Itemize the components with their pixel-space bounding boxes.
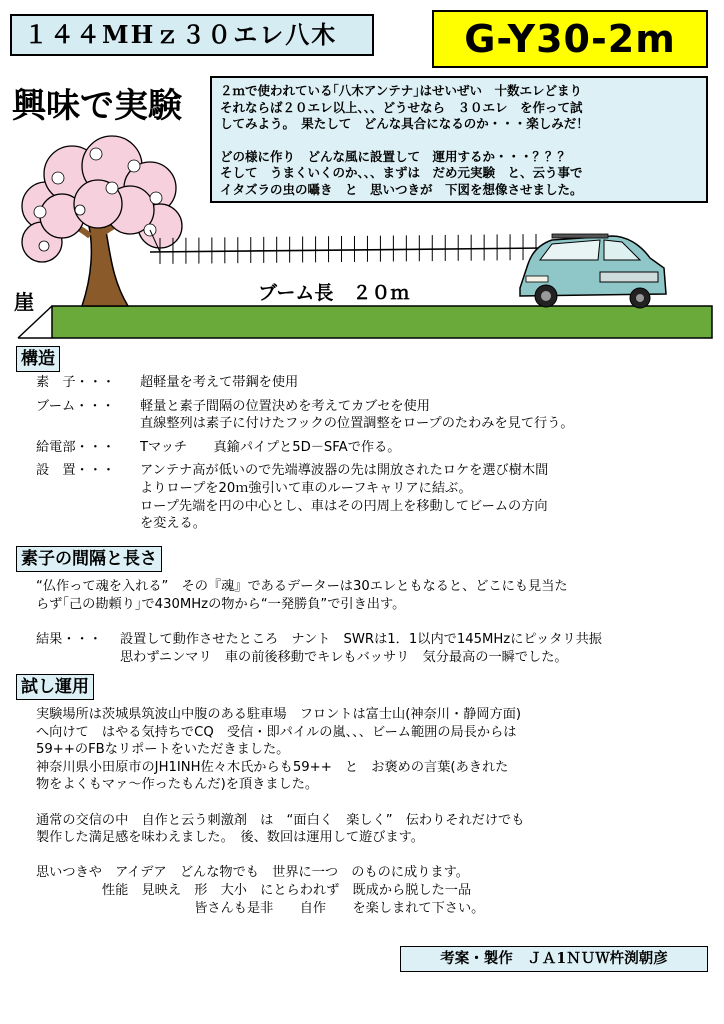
trial-line: 神奈川県小田原市のJH1INH佐々木氏からも59++ と お褒めの言葉(あきれた xyxy=(36,759,509,775)
trial-line: 実験場所は茨城県筑波山中腹のある駐車場 フロントは富士山(神奈川・静岡方面) xyxy=(36,707,522,722)
structure-term: 給電部・・・ xyxy=(36,439,116,455)
structure-term: ブーム・・・ xyxy=(36,398,115,414)
cliff-label: 崖 xyxy=(14,290,34,314)
intro-line: そして うまくいくのか、、、まずは だめ元実験 と、云う事で xyxy=(220,165,583,180)
structure-item xyxy=(36,374,574,392)
trial-line: 製作した満足感を味わえました。 後、数回は運用して遊びます。 xyxy=(36,830,424,846)
structure-line: 軽量と素子間隔の位置決めを考えてカブセを使用 xyxy=(140,398,430,414)
antenna-illustration xyxy=(0,126,724,340)
spacing-line: “仏作って魂を入れる” その『魂』であるデーターは30エレともなると、どこにも見当た xyxy=(36,579,568,594)
intro-line: してみよう。 果たして どんな具合になるのか・・・楽しみだ！ xyxy=(220,116,589,131)
structure-line: 超軽量を考えて帯鋼を使用 xyxy=(140,375,299,390)
trial-text xyxy=(36,706,524,917)
intro-line: イタズラの虫の囁き と 思いつきが 下図を想像させました。 xyxy=(220,181,583,197)
spacing-heading: 素子の間隔と長さ xyxy=(16,546,162,572)
result-line: 設置して動作させたところ ナント SWRは1．1以内で145MHzにピッタリ共振 xyxy=(120,632,602,648)
trial-line: 皆さんも是非 自作 を楽しまれて下さい。 xyxy=(36,900,485,916)
result-line: 思わずニンマリ 車の前後移動でキレもバッサリ 気分最高の一瞬でした。 xyxy=(120,649,568,665)
intro-line: ２ｍで使われている｢八木アンテナ｣はせいぜい 十数エレどまり xyxy=(220,83,583,98)
car xyxy=(520,234,666,308)
model-name-badge: G-Y30-2m xyxy=(432,10,708,68)
structure-item xyxy=(36,439,574,457)
structure-item xyxy=(36,462,574,532)
trial-heading: 試し運用 xyxy=(16,674,94,700)
structure-line: Tマッチ 真鍮パイプと5D－SFAで作る。 xyxy=(140,439,401,455)
structure-line: を変える。 xyxy=(140,516,206,532)
trial-line: 物をよくもマァ～作ったもんだ)を頂きました。 xyxy=(36,777,319,793)
structure-heading: 構造 xyxy=(16,346,60,372)
experiment-heading: 興味で実験 xyxy=(12,86,182,126)
structure-line: アンテナ高が低いので先端導波器の先は開放されたロケを選び樹木間 xyxy=(140,463,549,479)
result-row xyxy=(36,631,602,666)
author-credit: 考案・製作 ＪＡ1ＮＵＷ杵渕朝彦 xyxy=(400,946,708,972)
structure-list xyxy=(36,374,574,533)
spacing-text xyxy=(36,578,602,666)
trial-line: 通常の交信の中 自作と云う刺激剤 は “面白く 楽しく” 伝わりそれだけでも xyxy=(36,812,525,828)
page-title: １４４MHｚ３０エレ八木 xyxy=(10,14,374,56)
boom-length-label: ブーム長 ２０ｍ xyxy=(258,282,410,304)
cherry-tree xyxy=(22,136,182,306)
structure-term: 設 置・・・ xyxy=(36,463,116,479)
spacing-line: らず｢己の勘頼り｣で430MHzの物から“一発勝負”で引き出す。 xyxy=(36,596,406,612)
ground xyxy=(18,306,712,338)
trial-line: 性能 見映え 形 大小 にとらわれず 既成から脱した一品 xyxy=(36,882,472,898)
structure-line: ロープ先端を円の中心とし、車はその円周上を移動してビームの方向 xyxy=(140,498,548,514)
trial-line: へ向けて はやる気持ちでCQ 受信・即パイルの嵐、、、ビーム範囲の局長からは xyxy=(36,724,517,740)
structure-line: 直線整列は素子に付けたフックの位置調整をロープのたわみを見て行う。 xyxy=(140,416,574,432)
intro-line: どの様に作り どんな風に設置して 運用するか・・・？？？ xyxy=(220,148,571,164)
structure-line: よりロープを20ｍ強引いて車のルーフキャリアに結ぶ。 xyxy=(140,480,472,496)
trial-line: 59++のFBなリポートをいただきました。 xyxy=(36,742,290,758)
result-term: 結果・・・ xyxy=(36,632,102,648)
trial-line: 思いつきや アイデア どんな物でも 世界に一つ のものに成ります。 xyxy=(36,865,469,881)
structure-term: 素 子・・・ xyxy=(36,375,116,390)
yagi-antenna xyxy=(150,230,566,264)
structure-item xyxy=(36,398,574,433)
intro-line: それならば２０エレ以上、、、どうせなら ３０エレ を作って試 xyxy=(220,99,583,115)
